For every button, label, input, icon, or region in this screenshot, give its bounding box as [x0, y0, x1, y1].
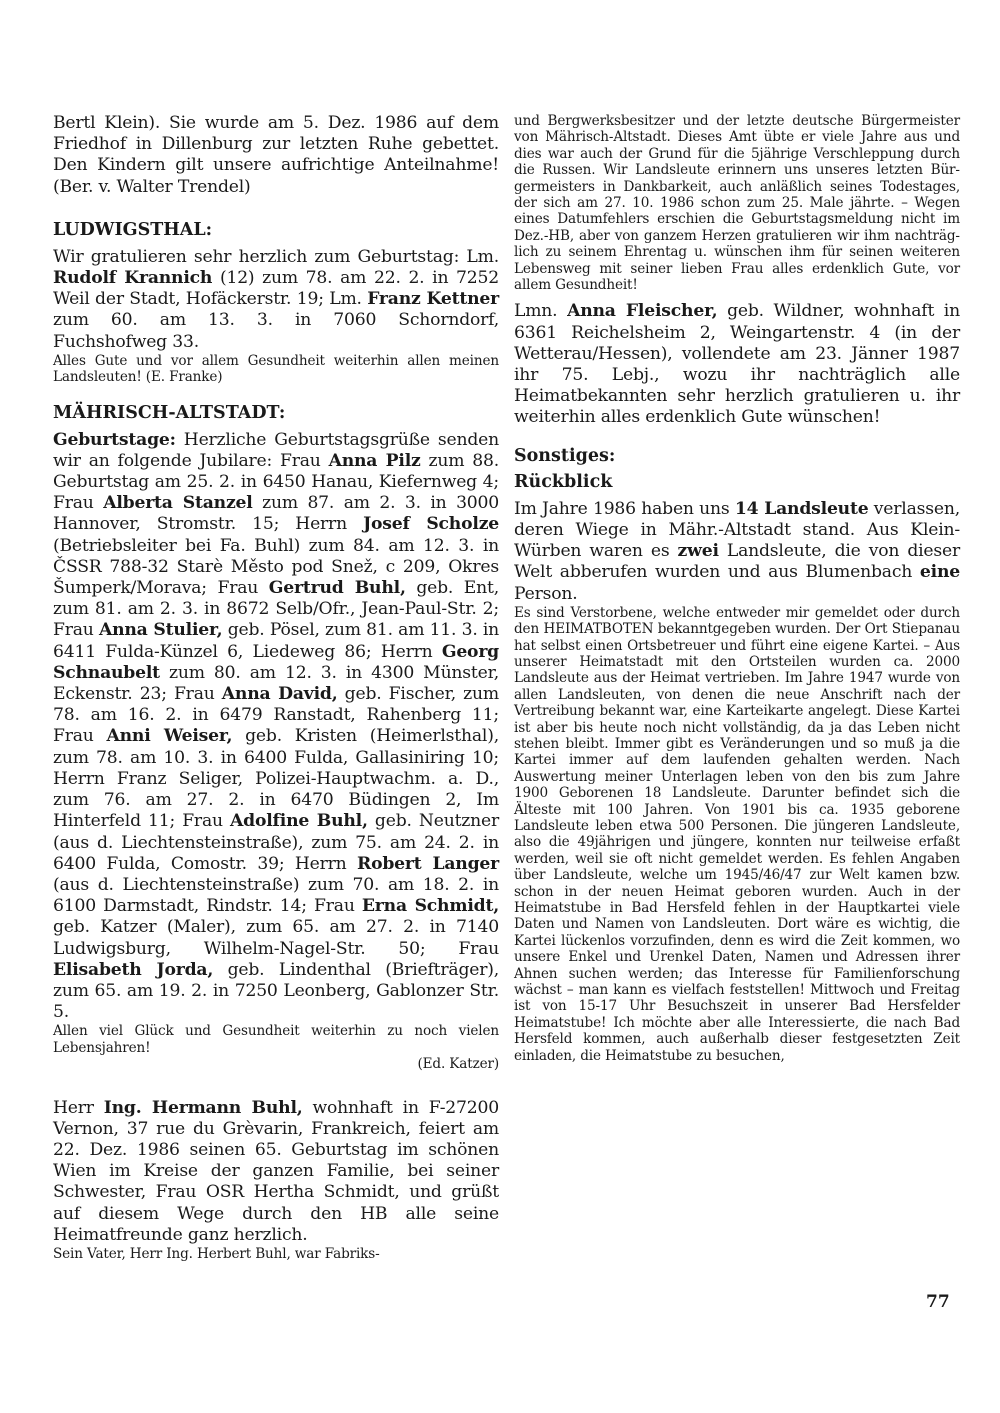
person-name: Erna Schmidt,: [361, 896, 500, 917]
subheading-rueckblick: Rückblick: [514, 471, 613, 492]
section-heading-sonstiges: Sonstiges:: [514, 445, 616, 466]
text: geb. Wildner, wohnhaft in 6361 Reichelsheim 2, Weingartenstr. 4 (in der Wetterau/Hessen), vollendete am 23. Jänner 1987 ihr 75. Lebj., wozu ihr nachträglich alle Heimatbekannten sehr herzlich gratulieren u. ihr weiterhin alles erdenklich Gute wünschen!: [514, 301, 960, 428]
person-name: Franz Kettner: [367, 289, 499, 310]
text: Landsleute, die von dieser Welt abberufen wurden und aus Blumenbach: [514, 541, 960, 583]
person-name: Gertrud Buhl,: [268, 578, 406, 599]
person-name: Anna David,: [221, 684, 338, 705]
buhl-paragraph: [53, 1098, 499, 1246]
text: geb. Neutzner (aus d. Liechtensteinstraße), zum 75. am 24. 2. in 6400 Fulda, Comostr. 39; Herrn: [53, 811, 499, 874]
signature-line: [53, 1056, 499, 1072]
person-name: Rudolf Krannich: [53, 268, 213, 289]
lead-label: Geburtstage:: [53, 429, 176, 450]
person-name: Alberta Stanzel: [103, 493, 253, 514]
person-name: Adolfine Buhl,: [230, 811, 368, 832]
fleischer-paragraph: [514, 301, 960, 428]
buhl-father-line: Sein Vater, Herr Ing. Herbert Buhl, war Fabriks-: [53, 1245, 380, 1262]
text: Lmn.: [514, 301, 568, 322]
person-name: Josef Scholze: [363, 514, 499, 535]
section-heading-ludwigsthal: LUDWIGSTHAL:: [53, 219, 213, 240]
person-name: Anna Pilz: [328, 450, 421, 471]
closing-text: Allen viel Glück und Gesundheit weiterhin zu noch vielen Lebensjahren!: [53, 1023, 499, 1056]
kartei-paragraph: Es sind Verstorbene, welche entweder mir gemeldet oder durch den HEIMATBOTEN bekanntgegeben wurden. Der Ort Stiepanau hat selbst einen Ortsbetreuer und führt eine eigene Kartei. – Aus unserer Heimatstadt mit den Ortsteilen wurden ca. 2000 Landsleute aus der Heimat vertrieben. Im Jahre 1947 wurde von allen Landsleuten, von denen die neue Anschrift nach der Vertreibung bekannt war, eine Karteikarte angelegt. Diese Kartei ist aber bis heute noch nicht vollständig, da ja das Leben nicht stehen bleibt. Immer gibt es Veränderungen und so muß ja die Kartei immer auf dem laufenden gehalten werden. Nach Auswertung meiner Unterlagen leben von den bis zum Jahre 1900 Geborenen 18 Landsleute. Darunter befindet sich die Älteste mit 100 Jahren. Von 1901 bis ca. 1935 geborene Landsleute leben etwa 500 Personen. Die jüngeren Landsleute, also die 49jährigen und jüngere, konnten nur teilweise erfaßt werden, weil sie oft nicht gemeldet werden. Es fehlen Angaben über Landsleute, welche um 1945/46/47 zur Welt kamen bzw. schon in der neuen Heimat geboren wurden. Auch in der Heimatstube in Bad Hersfeld fehlen in der Hauptkartei viele Daten und Namen von Landsleuten. Dort wäre es wichtig, die Kartei lückenlos vorzufinden, denn es wird die Zeit kommen, wo unsere Enkel und Urenkel Daten, Namen und Adressen ihrer Ahnen suchen werden; das Interesse für Familienforschung wächst – man kann es vielfach feststellen! Mittwoch und Freitag ist von 15-17 Uhr Besuchszeit in unserer Bad Hersfelder Heimatstube! Ich möchte aber alle Interessierte, die nach Bad Hersfeld kommen, auch außerhalb dieser festgesetzten Zeit einladen, die Heimatstube zu besuchen,: [514, 604, 960, 1064]
emphasis: 14 Landsleute: [734, 498, 869, 519]
section-heading-maehrisch-altstadt: MÄHRISCH-ALTSTADT:: [53, 402, 286, 423]
text: (Betriebsleiter bei Fa. Buhl) zum 84. am 12. 3. in ČSSR 788-32 Starè Město pod Snež, c 209, Okres Šumperk/Morava; Frau: [53, 535, 499, 599]
right-column: [514, 113, 960, 1064]
left-column: [53, 113, 499, 1262]
person-name: Ing. Hermann Buhl,: [103, 1097, 303, 1118]
buhl-continued-paragraph: und Bergwerksbesitzer und der letzte deutsche Bürgermeister von Mährisch-Altstadt. Dieses Amt übte er viele Jahre aus und dies war auch der Grund für die 5jährige Verschleppung durch die Russen. Wir Landsleute erinnern uns unseres letzten Bürgermeisters in Dankbarkeit, auch anläßlich seines Todestages, der sich am 27. 10. 1986 schon zum 25. Male jährte. – Wegen eines Datumfehlers erschien die Geburtstagsmeldung nicht im Dez.-HB, aber von ganzem Herzen gratulieren wir ihm nachträglich zu seinem Ehrentag u. wünschen ihm für seinen weiteren Lebensweg mit seiner lieben Frau alles erdenklich Gute, vor allem Gesundheit!: [514, 113, 960, 294]
text: zum 87. am 2. 3. in 3000 Hannover, Stromstr. 15; Herrn: [53, 493, 500, 535]
text: (12) zum 78. am 22. 2. in 7252 Weil der Stadt, Hofäckerstr. 19; Lm.: [53, 268, 499, 310]
signature: (Ed. Katzer): [417, 1056, 499, 1073]
birthdays-closing: [53, 1023, 499, 1056]
text: Wir gratulieren sehr herzlich zum Geburtstag: Lm.: [53, 246, 499, 267]
emphasis: zwei: [677, 541, 719, 562]
text: geb. Katzer (Maler), zum 65. am 27. 2. in 7140 Ludwigsburg, Wilhelm-Nagel-Str. 50; Frau: [53, 917, 499, 959]
text: wohnhaft in F-27200 Vernon, 37 rue du Grèvarin, Frankreich, feiert am 22. Dez. 1986 seinen 65. Geburtstag im schönen Wien im Kreise der ganzen Familie, bei seiner Schwester, Frau OSR Hertha Schmidt, und grüßt auf diesem Wege durch den HB alle seine Heimatfreunde ganz herzlich.: [53, 1097, 499, 1245]
person-name: Anni Weiser,: [106, 726, 233, 747]
emphasis: eine: [919, 562, 960, 583]
text: Im Jahre 1986 haben uns: [514, 498, 735, 519]
text: geb. Fischer, zum 78. am 16. 2. in 6479 Ranstadt, Rahenberg 11; Frau: [53, 684, 499, 747]
text: geb. Ent, zum 81. am 2. 3. in 8672 Selb/Ofr., Jean-Paul-Str. 2; Frau: [53, 578, 499, 641]
person-name: Anna Stulier,: [98, 620, 223, 641]
text: geb. Kristen (Heimerlsthal), zum 78. am 10. 3. in 6400 Fulda, Gallasiniring 10; Herrn Franz Seliger, Polizei-Hauptwachm. a. D., zum 76. am 27. 2. in 6470 Büdingen 2, Im Hinterfeld 11; Frau: [53, 726, 499, 832]
text: geb. Pösel, zum 81. am 11. 3. in 6411 Fulda-Künzel 6, Liedeweg 86; Herrn: [53, 620, 500, 662]
text: (aus d. Liechtensteinstraße) zum 70. am 18. 2. in 6100 Darmstadt, Rindstr. 14; Frau: [53, 874, 499, 917]
text: Person.: [514, 583, 578, 604]
intro-paragraph: Bertl Klein). Sie wurde am 5. Dez. 1986 auf dem Friedhof in Dillenburg zur letzten Ruhe gebettet. Den Kindern gilt unsere aufrichtige Anteilnahme! (Ber. v. Walter Trendel): [53, 113, 499, 197]
text: Herr: [53, 1097, 104, 1118]
person-name: Robert Langer: [357, 853, 499, 874]
text: verlassen, deren Wiege in Mähr.-Altstadt stand. Aus Klein-Würben waren es: [514, 498, 960, 562]
ludwigsthal-closing: Alles Gute und vor allem Gesundheit weiterhin allen meinen Landsleuten! (E. Franke): [53, 352, 499, 386]
person-name: Anna Fleischer,: [567, 301, 718, 322]
ludwigsthal-paragraph: [53, 247, 499, 353]
text: zum 60. am 13. 3. in 7060 Schorndorf, Fuchshofweg 33.: [53, 310, 499, 352]
person-name: Georg Schnaubelt: [53, 641, 499, 683]
rueckblick-paragraph: [514, 499, 960, 605]
text: geb. Lindenthal (Briefträger), zum 65. am 19. 2. in 7250 Leonberg, Gablonzer Str. 5.: [53, 959, 499, 1023]
person-name: Elisabeth Jorda,: [53, 959, 214, 980]
text: Herzliche Geburtstagsgrüße senden wir an folgende Jubilare: Frau: [53, 429, 499, 471]
page-number: 77: [926, 1292, 950, 1312]
birthdays-paragraph: [53, 430, 499, 1024]
text: zum 88. Geburtstag am 25. 2. in 6450 Hanau, Kiefernweg 4; Frau: [53, 450, 499, 514]
text: zum 80. am 12. 3. in 4300 Münster, Eckenstr. 23; Frau: [53, 662, 499, 705]
